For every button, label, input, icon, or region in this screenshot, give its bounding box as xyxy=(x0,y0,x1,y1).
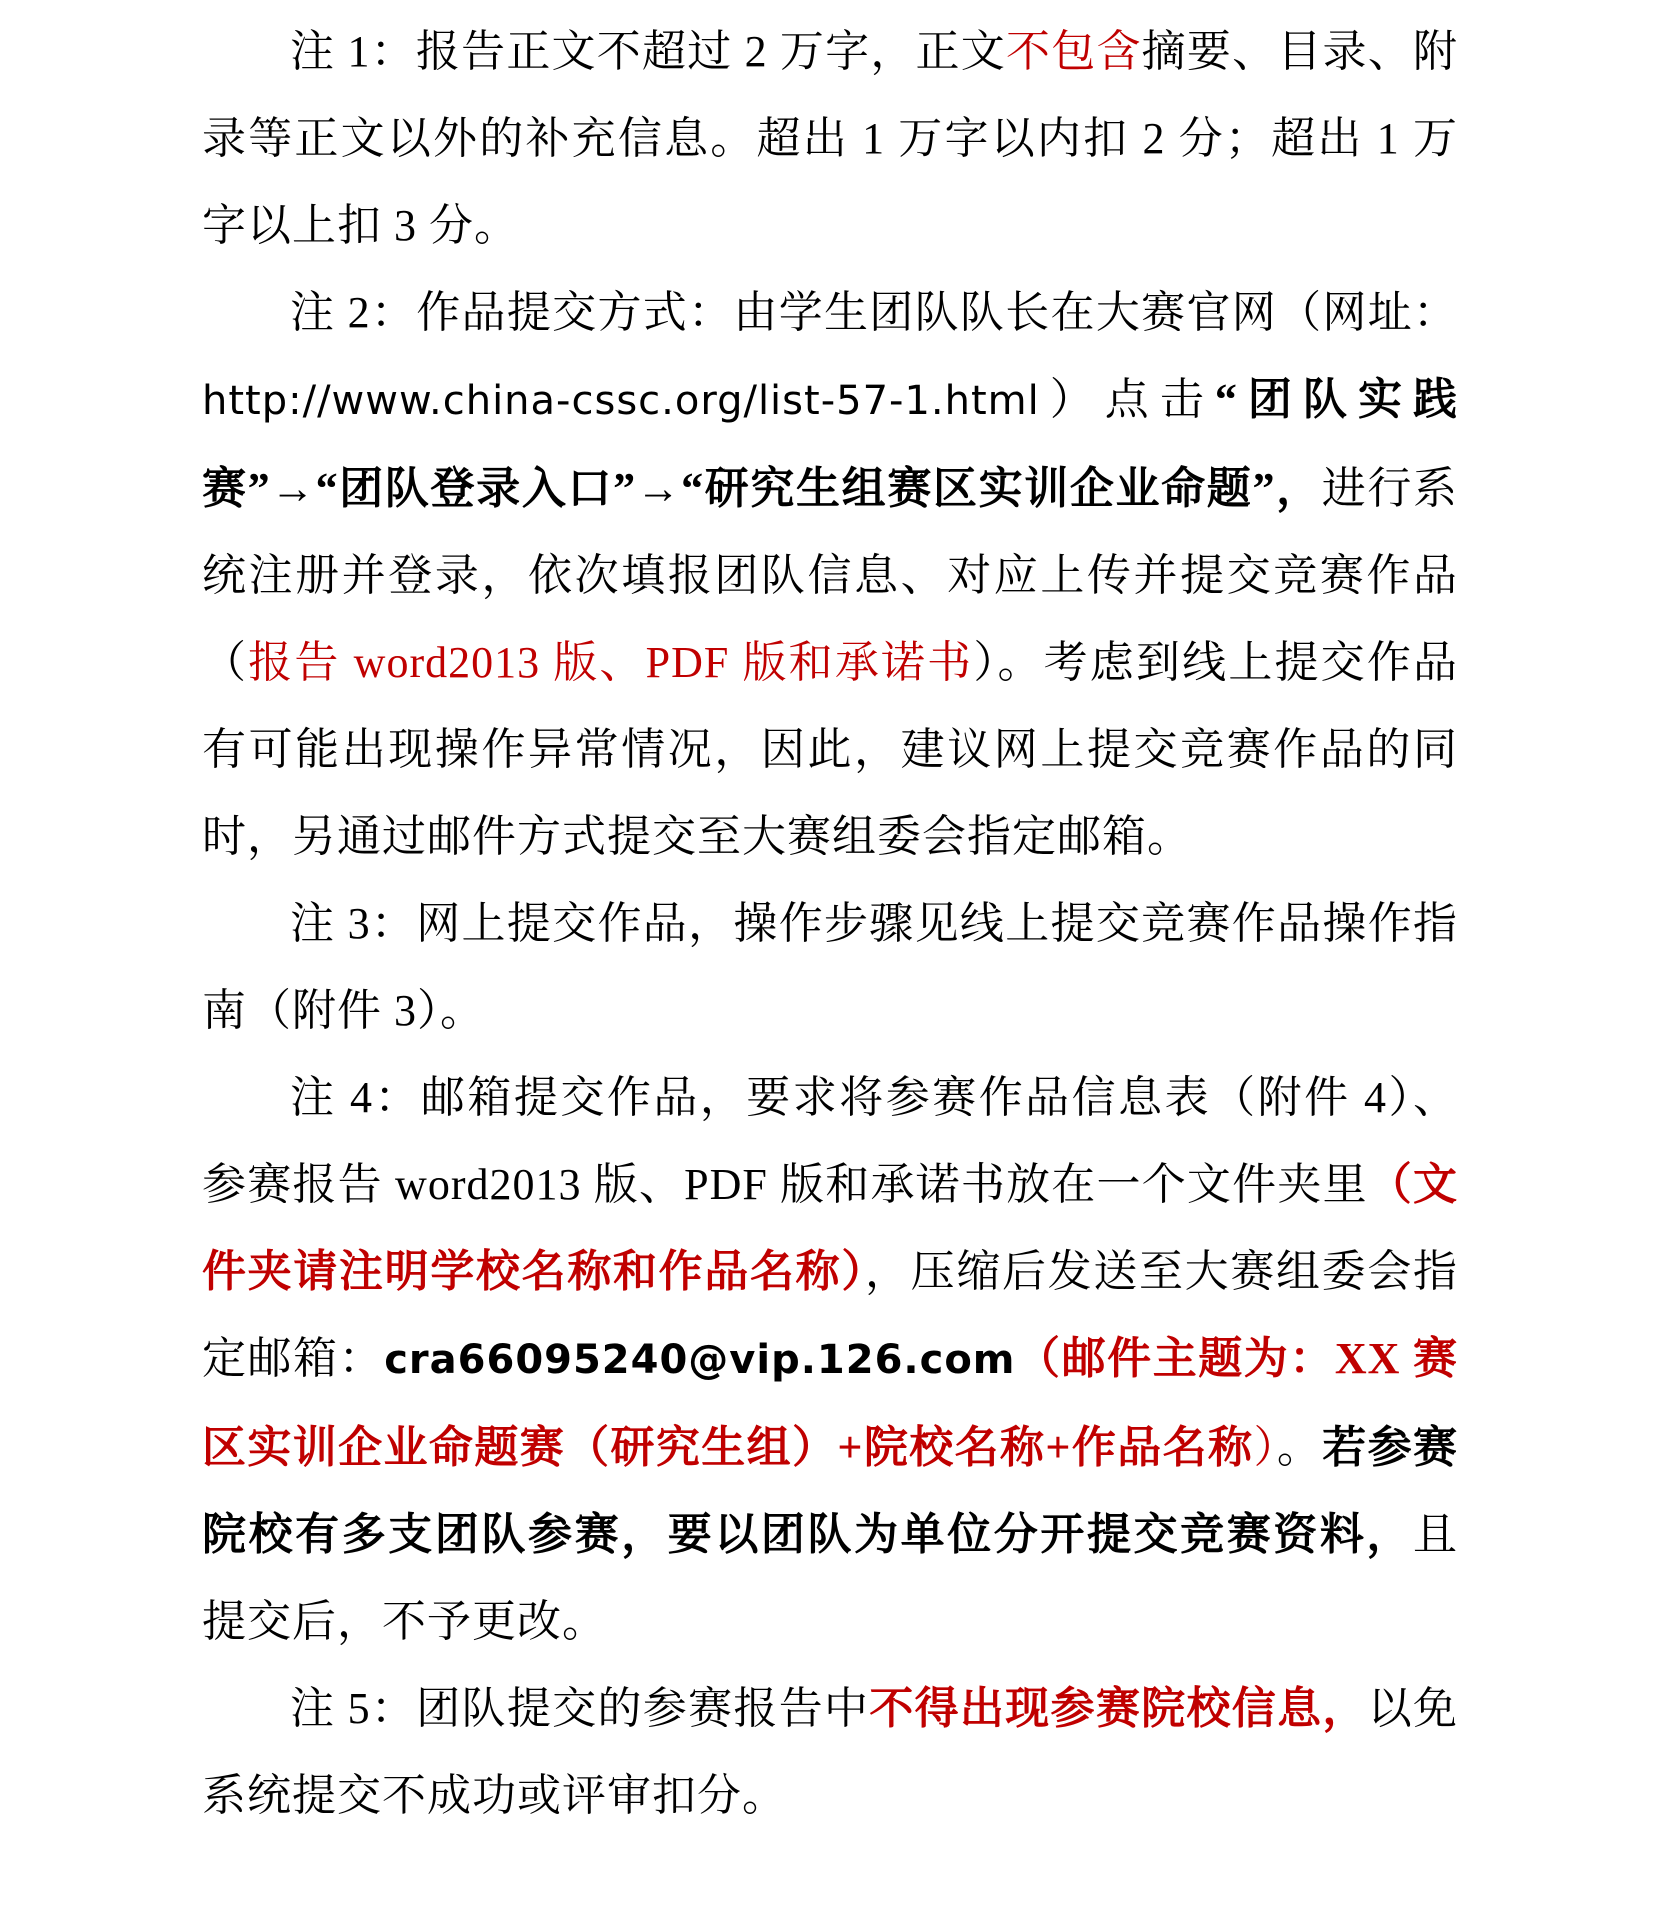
paragraph-note-4 xyxy=(202,1054,1458,1665)
text-segment-note-2-6: ）。考虑到线上提交作品有可能出现操作异常情况，因此，建议网上提交竞赛作品的同时，另通过邮件方式提交至大赛组委会指定邮箱。 xyxy=(202,638,1458,861)
url-text: http://www.china-cssc.org/list-57-1.html xyxy=(202,378,1040,424)
text-segment-note-4-7: 若参赛院校有多支团队参赛，要以团队为单位分开提交竞赛资料， xyxy=(202,1423,1458,1559)
paragraph-note-5 xyxy=(202,1665,1458,1839)
text-segment-note-4-5: ） xyxy=(1253,1423,1277,1472)
text-segment-note-1-2: 摘要、目录、附录等正文以外的补充信息。超出 1 万字以内扣 2 分；超出 1 万字以上扣 3 分。 xyxy=(202,27,1459,250)
text-segment-note-2-0: 注 2：作品提交方式：由学生团队队长在大赛官网（网址： xyxy=(290,288,1458,337)
text-segment-note-1-0: 注 1：报告正文不超过 2 万字，正文 xyxy=(290,27,1006,76)
text-segment-note-2-4: 进行系统注册并登录，依次填报团队信息、对应上传并提交竞赛作品（ xyxy=(202,464,1458,687)
text-segment-note-2-5: 报告 word2013 版、PDF 版和承诺书 xyxy=(248,638,974,687)
text-segment-note-4-4: （邮件主题为：XX 赛区实训企业命题赛（研究生组）+院校名称+作品名称 xyxy=(202,1334,1458,1472)
text-segment-note-2-2: ）点击 xyxy=(1039,375,1215,424)
text-segment-note-4-2: ，压缩后发送至大赛组委会指定邮箱： xyxy=(202,1247,1458,1383)
text-segment-note-5-0: 注 5：团队提交的参赛报告中 xyxy=(290,1684,870,1733)
document-body xyxy=(202,8,1458,1839)
text-segment-note-1-1: 不包含 xyxy=(1006,27,1142,76)
text-segment-note-5-2: 以免系统提交不成功或评审扣分。 xyxy=(202,1684,1459,1820)
text-segment-note-2-3: “团队实践赛”→“团队登录入口”→“研究生组赛区实训企业命题”， xyxy=(202,375,1459,513)
email-text: cra66095240@vip.126.com xyxy=(384,1337,1016,1383)
text-segment-note-4-6: 。 xyxy=(1276,1423,1323,1472)
text-segment-note-3-0: 注 3：网上提交作品，操作步骤见线上提交竞赛作品操作指南（附件 3）。 xyxy=(202,899,1458,1035)
text-segment-note-4-8: 且提交后，不予更改。 xyxy=(202,1510,1458,1646)
paragraph-note-1 xyxy=(202,8,1458,269)
paragraph-note-3 xyxy=(202,880,1458,1054)
text-segment-note-4-1: （文件夹请注明学校名称和作品名称） xyxy=(202,1160,1458,1296)
text-segment-note-5-1: 不得出现参赛院校信息， xyxy=(869,1684,1368,1733)
paragraph-note-2 xyxy=(202,269,1458,880)
text-segment-note-4-0: 注 4：邮箱提交作品，要求将参赛作品信息表（附件 4）、参赛报告 word2013 版、PDF 版和承诺书放在一个文件夹里 xyxy=(202,1073,1458,1209)
